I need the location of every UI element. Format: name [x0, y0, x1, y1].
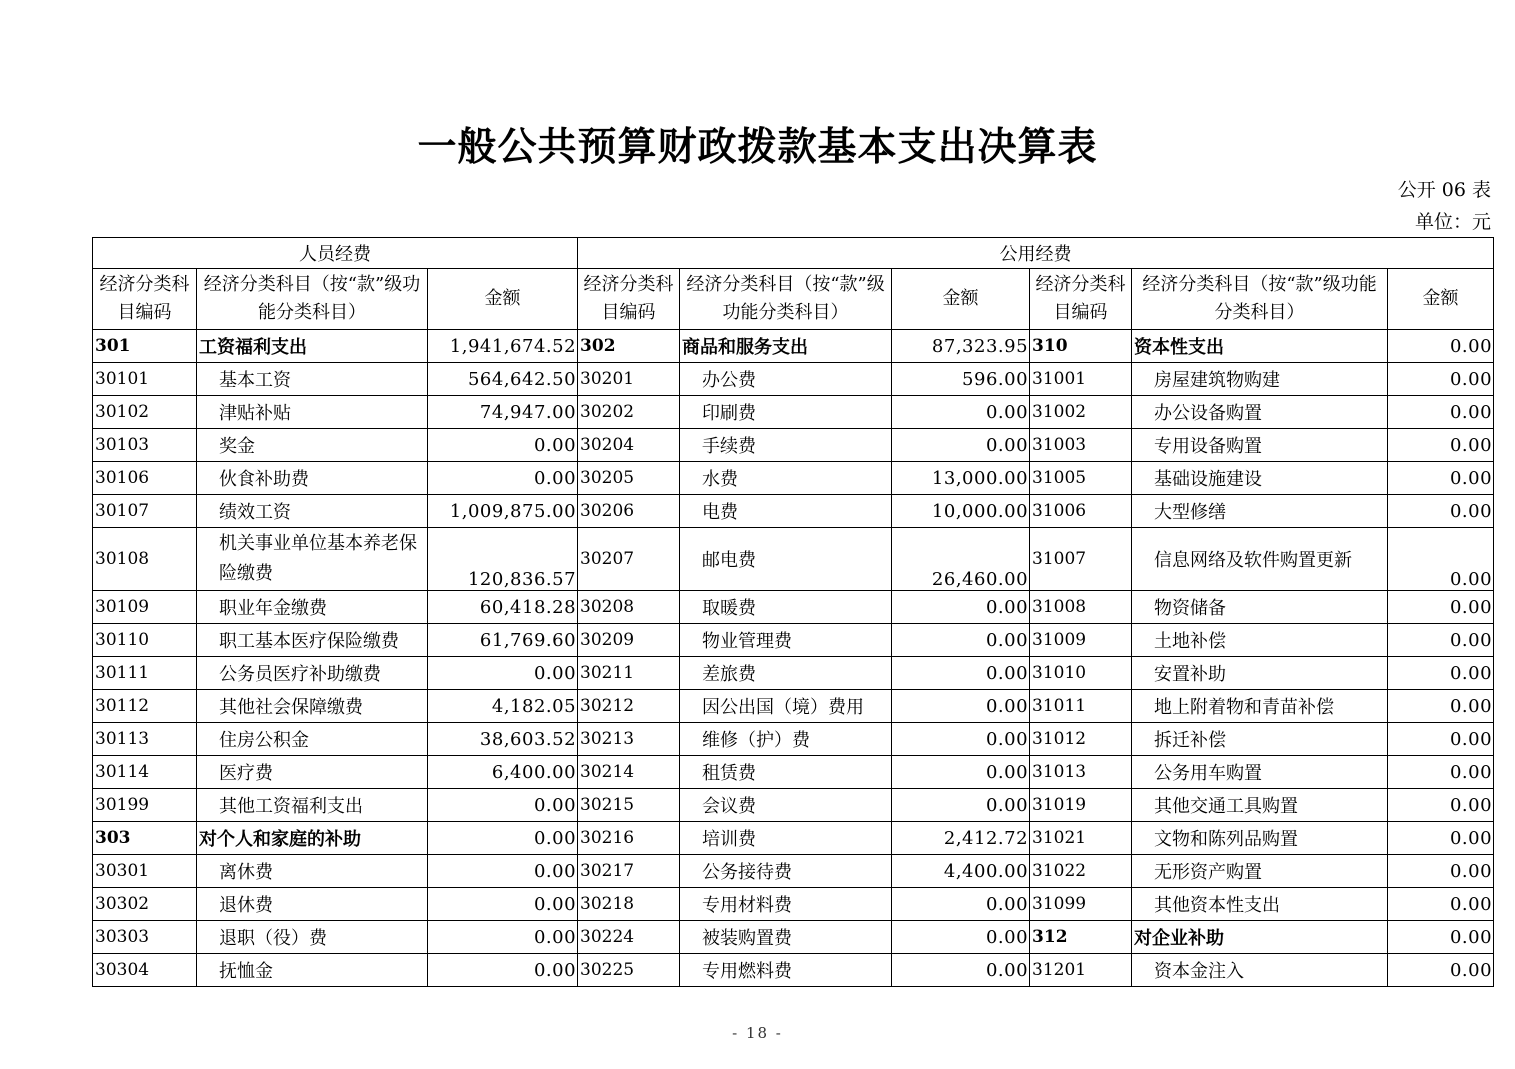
- account-name: 地上附着物和青苗补偿: [1132, 690, 1388, 723]
- amount: 0.00: [892, 756, 1030, 789]
- account-code: 30113: [93, 723, 197, 756]
- header-amount: 金额: [892, 269, 1030, 330]
- account-code: 31013: [1030, 756, 1132, 789]
- unit-label: 单位：元: [1414, 211, 1491, 233]
- amount: 0.00: [1388, 462, 1494, 495]
- account-code: 31009: [1030, 624, 1132, 657]
- amount: 0.00: [1388, 921, 1494, 954]
- account-name: 因公出国（境）费用: [680, 690, 892, 723]
- account-code: 30107: [93, 495, 197, 528]
- page-number: - 18 -: [732, 1024, 783, 1042]
- amount: 0.00: [892, 591, 1030, 624]
- amount: 4,400.00: [892, 855, 1030, 888]
- account-name: 水费: [680, 462, 892, 495]
- account-code: 30224: [578, 921, 680, 954]
- account-name: 土地补偿: [1132, 624, 1388, 657]
- amount: 0.00: [428, 921, 578, 954]
- account-name: 信息网络及软件购置更新: [1132, 528, 1388, 591]
- amount: 2,412.72: [892, 822, 1030, 855]
- account-code: 31012: [1030, 723, 1132, 756]
- amount: 0.00: [892, 954, 1030, 987]
- amount: 0.00: [1388, 789, 1494, 822]
- account-name: 培训费: [680, 822, 892, 855]
- table-row: [93, 624, 1494, 657]
- table-row: [93, 822, 1494, 855]
- account-code: 31011: [1030, 690, 1132, 723]
- account-name: 其他社会保障缴费: [197, 690, 428, 723]
- account-code: 31019: [1030, 789, 1132, 822]
- expenditure-table: [92, 237, 1494, 987]
- amount: 0.00: [892, 396, 1030, 429]
- account-code: 30225: [578, 954, 680, 987]
- amount: 0.00: [1388, 330, 1494, 363]
- account-name: 津贴补贴: [197, 396, 428, 429]
- header-name: 经济分类科目（按“款”级功能分类科目）: [1132, 269, 1388, 330]
- account-name: 职工基本医疗保险缴费: [197, 624, 428, 657]
- account-code: 30212: [578, 690, 680, 723]
- account-code: 30214: [578, 756, 680, 789]
- table-row: [93, 690, 1494, 723]
- amount: 564,642.50: [428, 363, 578, 396]
- account-code: 30114: [93, 756, 197, 789]
- amount: 26,460.00: [892, 528, 1030, 591]
- amount: 0.00: [892, 723, 1030, 756]
- amount: 0.00: [428, 954, 578, 987]
- account-name: 商品和服务支出: [680, 330, 892, 363]
- account-code: 30109: [93, 591, 197, 624]
- account-name: 退休费: [197, 888, 428, 921]
- account-code: 31099: [1030, 888, 1132, 921]
- amount: 0.00: [1388, 657, 1494, 690]
- account-code: 30211: [578, 657, 680, 690]
- table-row: [93, 888, 1494, 921]
- page-title: 一般公共预算财政拨款基本支出决算表: [417, 124, 1098, 170]
- header-amount: 金额: [428, 269, 578, 330]
- table-row: [93, 921, 1494, 954]
- account-code: 30302: [93, 888, 197, 921]
- account-name: 办公设备购置: [1132, 396, 1388, 429]
- table-row: [93, 462, 1494, 495]
- amount: 6,400.00: [428, 756, 578, 789]
- account-name: 无形资产购置: [1132, 855, 1388, 888]
- account-name: 公务用车购置: [1132, 756, 1388, 789]
- header-code: 经济分类科目编码: [1030, 269, 1132, 330]
- account-code: 31006: [1030, 495, 1132, 528]
- account-code: 30201: [578, 363, 680, 396]
- account-name: 房屋建筑物购建: [1132, 363, 1388, 396]
- account-name: 其他交通工具购置: [1132, 789, 1388, 822]
- account-name: 其他资本性支出: [1132, 888, 1388, 921]
- amount: 0.00: [1388, 756, 1494, 789]
- amount: 87,323.95: [892, 330, 1030, 363]
- table-row: [93, 756, 1494, 789]
- amount: 0.00: [892, 690, 1030, 723]
- account-name: 资本性支出: [1132, 330, 1388, 363]
- amount: 13,000.00: [892, 462, 1030, 495]
- group-header-row: [93, 238, 1494, 269]
- table-row: [93, 954, 1494, 987]
- account-name: 办公费: [680, 363, 892, 396]
- account-name: 文物和陈列品购置: [1132, 822, 1388, 855]
- amount: 0.00: [1388, 624, 1494, 657]
- amount: 0.00: [892, 789, 1030, 822]
- account-name: 奖金: [197, 429, 428, 462]
- account-name: 机关事业单位基本养老保险缴费: [197, 528, 428, 591]
- amount: 0.00: [1388, 954, 1494, 987]
- account-code: 30103: [93, 429, 197, 462]
- table-row: [93, 591, 1494, 624]
- account-name: 抚恤金: [197, 954, 428, 987]
- amount: 1,941,674.52: [428, 330, 578, 363]
- amount: 10,000.00: [892, 495, 1030, 528]
- amount: 0.00: [428, 462, 578, 495]
- account-code: 30106: [93, 462, 197, 495]
- account-code: 30202: [578, 396, 680, 429]
- account-code: 30207: [578, 528, 680, 591]
- account-code: 302: [578, 330, 680, 363]
- account-name: 拆迁补偿: [1132, 723, 1388, 756]
- form-number: 公开 06 表: [1397, 179, 1491, 201]
- account-name: 伙食补助费: [197, 462, 428, 495]
- table-row: [93, 363, 1494, 396]
- account-name: 取暖费: [680, 591, 892, 624]
- table-row: [93, 528, 1494, 591]
- header-code: 经济分类科目编码: [578, 269, 680, 330]
- account-name: 对个人和家庭的补助: [197, 822, 428, 855]
- amount: 61,769.60: [428, 624, 578, 657]
- account-code: 30112: [93, 690, 197, 723]
- account-name: 对企业补助: [1132, 921, 1388, 954]
- account-code: 30111: [93, 657, 197, 690]
- account-name: 维修（护）费: [680, 723, 892, 756]
- amount: 0.00: [1388, 888, 1494, 921]
- account-name: 专用设备购置: [1132, 429, 1388, 462]
- account-code: 30101: [93, 363, 197, 396]
- amount: 0.00: [1388, 396, 1494, 429]
- amount: 596.00: [892, 363, 1030, 396]
- amount: 1,009,875.00: [428, 495, 578, 528]
- table-row: [93, 495, 1494, 528]
- amount: 0.00: [428, 789, 578, 822]
- account-code: 30213: [578, 723, 680, 756]
- account-code: 30215: [578, 789, 680, 822]
- account-code: 301: [93, 330, 197, 363]
- account-name: 离休费: [197, 855, 428, 888]
- account-code: 303: [93, 822, 197, 855]
- account-name: 手续费: [680, 429, 892, 462]
- account-code: 31005: [1030, 462, 1132, 495]
- table-row: [93, 789, 1494, 822]
- amount: 0.00: [892, 921, 1030, 954]
- account-code: 30108: [93, 528, 197, 591]
- amount: 0.00: [892, 429, 1030, 462]
- table-row: [93, 396, 1494, 429]
- amount: 0.00: [892, 624, 1030, 657]
- account-name: 工资福利支出: [197, 330, 428, 363]
- account-name: 基础设施建设: [1132, 462, 1388, 495]
- account-code: 31022: [1030, 855, 1132, 888]
- header-code: 经济分类科目编码: [93, 269, 197, 330]
- account-name: 租赁费: [680, 756, 892, 789]
- account-name: 被装购置费: [680, 921, 892, 954]
- amount: 0.00: [1388, 528, 1494, 591]
- table-row: [93, 855, 1494, 888]
- account-name: 大型修缮: [1132, 495, 1388, 528]
- table-row: [93, 723, 1494, 756]
- account-code: 31002: [1030, 396, 1132, 429]
- amount: 74,947.00: [428, 396, 578, 429]
- amount: 38,603.52: [428, 723, 578, 756]
- account-name: 专用燃料费: [680, 954, 892, 987]
- amount: 0.00: [1388, 591, 1494, 624]
- amount: 0.00: [1388, 690, 1494, 723]
- account-code: 30208: [578, 591, 680, 624]
- account-code: 30216: [578, 822, 680, 855]
- account-name: 电费: [680, 495, 892, 528]
- account-name: 专用材料费: [680, 888, 892, 921]
- amount: 0.00: [892, 657, 1030, 690]
- account-name: 职业年金缴费: [197, 591, 428, 624]
- account-code: 31007: [1030, 528, 1132, 591]
- account-code: 30301: [93, 855, 197, 888]
- amount: 60,418.28: [428, 591, 578, 624]
- account-name: 物业管理费: [680, 624, 892, 657]
- account-code: 31021: [1030, 822, 1132, 855]
- table-row: [93, 429, 1494, 462]
- account-code: 30217: [578, 855, 680, 888]
- account-code: 31003: [1030, 429, 1132, 462]
- table-row: [93, 657, 1494, 690]
- account-name: 安置补助: [1132, 657, 1388, 690]
- account-code: 310: [1030, 330, 1132, 363]
- amount: 120,836.57: [428, 528, 578, 591]
- account-name: 医疗费: [197, 756, 428, 789]
- account-code: 30102: [93, 396, 197, 429]
- amount: 0.00: [428, 822, 578, 855]
- account-name: 绩效工资: [197, 495, 428, 528]
- account-name: 基本工资: [197, 363, 428, 396]
- account-code: 30218: [578, 888, 680, 921]
- account-code: 30304: [93, 954, 197, 987]
- account-code: 31008: [1030, 591, 1132, 624]
- group-public: 公用经费: [578, 238, 1494, 269]
- account-code: 30206: [578, 495, 680, 528]
- account-code: 30303: [93, 921, 197, 954]
- account-name: 物资储备: [1132, 591, 1388, 624]
- group-personnel: 人员经费: [93, 238, 578, 269]
- account-code: 31001: [1030, 363, 1132, 396]
- account-code: 312: [1030, 921, 1132, 954]
- account-name: 邮电费: [680, 528, 892, 591]
- account-name: 资本金注入: [1132, 954, 1388, 987]
- amount: 0.00: [892, 888, 1030, 921]
- account-name: 公务接待费: [680, 855, 892, 888]
- amount: 0.00: [428, 855, 578, 888]
- amount: 4,182.05: [428, 690, 578, 723]
- account-name: 住房公积金: [197, 723, 428, 756]
- amount: 0.00: [428, 657, 578, 690]
- account-code: 30110: [93, 624, 197, 657]
- account-name: 公务员医疗补助缴费: [197, 657, 428, 690]
- amount: 0.00: [1388, 429, 1494, 462]
- table-row: [93, 330, 1494, 363]
- amount: 0.00: [1388, 495, 1494, 528]
- account-code: 31201: [1030, 954, 1132, 987]
- amount: 0.00: [428, 888, 578, 921]
- account-code: 30204: [578, 429, 680, 462]
- column-header-row: [93, 269, 1494, 330]
- account-code: 30199: [93, 789, 197, 822]
- account-name: 退职（役）费: [197, 921, 428, 954]
- amount: 0.00: [1388, 723, 1494, 756]
- account-name: 其他工资福利支出: [197, 789, 428, 822]
- amount: 0.00: [1388, 363, 1494, 396]
- account-name: 印刷费: [680, 396, 892, 429]
- header-name: 经济分类科目（按“款”级功能分类科目）: [197, 269, 428, 330]
- account-code: 30209: [578, 624, 680, 657]
- account-name: 差旅费: [680, 657, 892, 690]
- header-amount: 金额: [1388, 269, 1494, 330]
- account-code: 31010: [1030, 657, 1132, 690]
- amount: 0.00: [1388, 855, 1494, 888]
- amount: 0.00: [428, 429, 578, 462]
- account-code: 30205: [578, 462, 680, 495]
- account-name: 会议费: [680, 789, 892, 822]
- header-name: 经济分类科目（按“款”级功能分类科目）: [680, 269, 892, 330]
- amount: 0.00: [1388, 822, 1494, 855]
